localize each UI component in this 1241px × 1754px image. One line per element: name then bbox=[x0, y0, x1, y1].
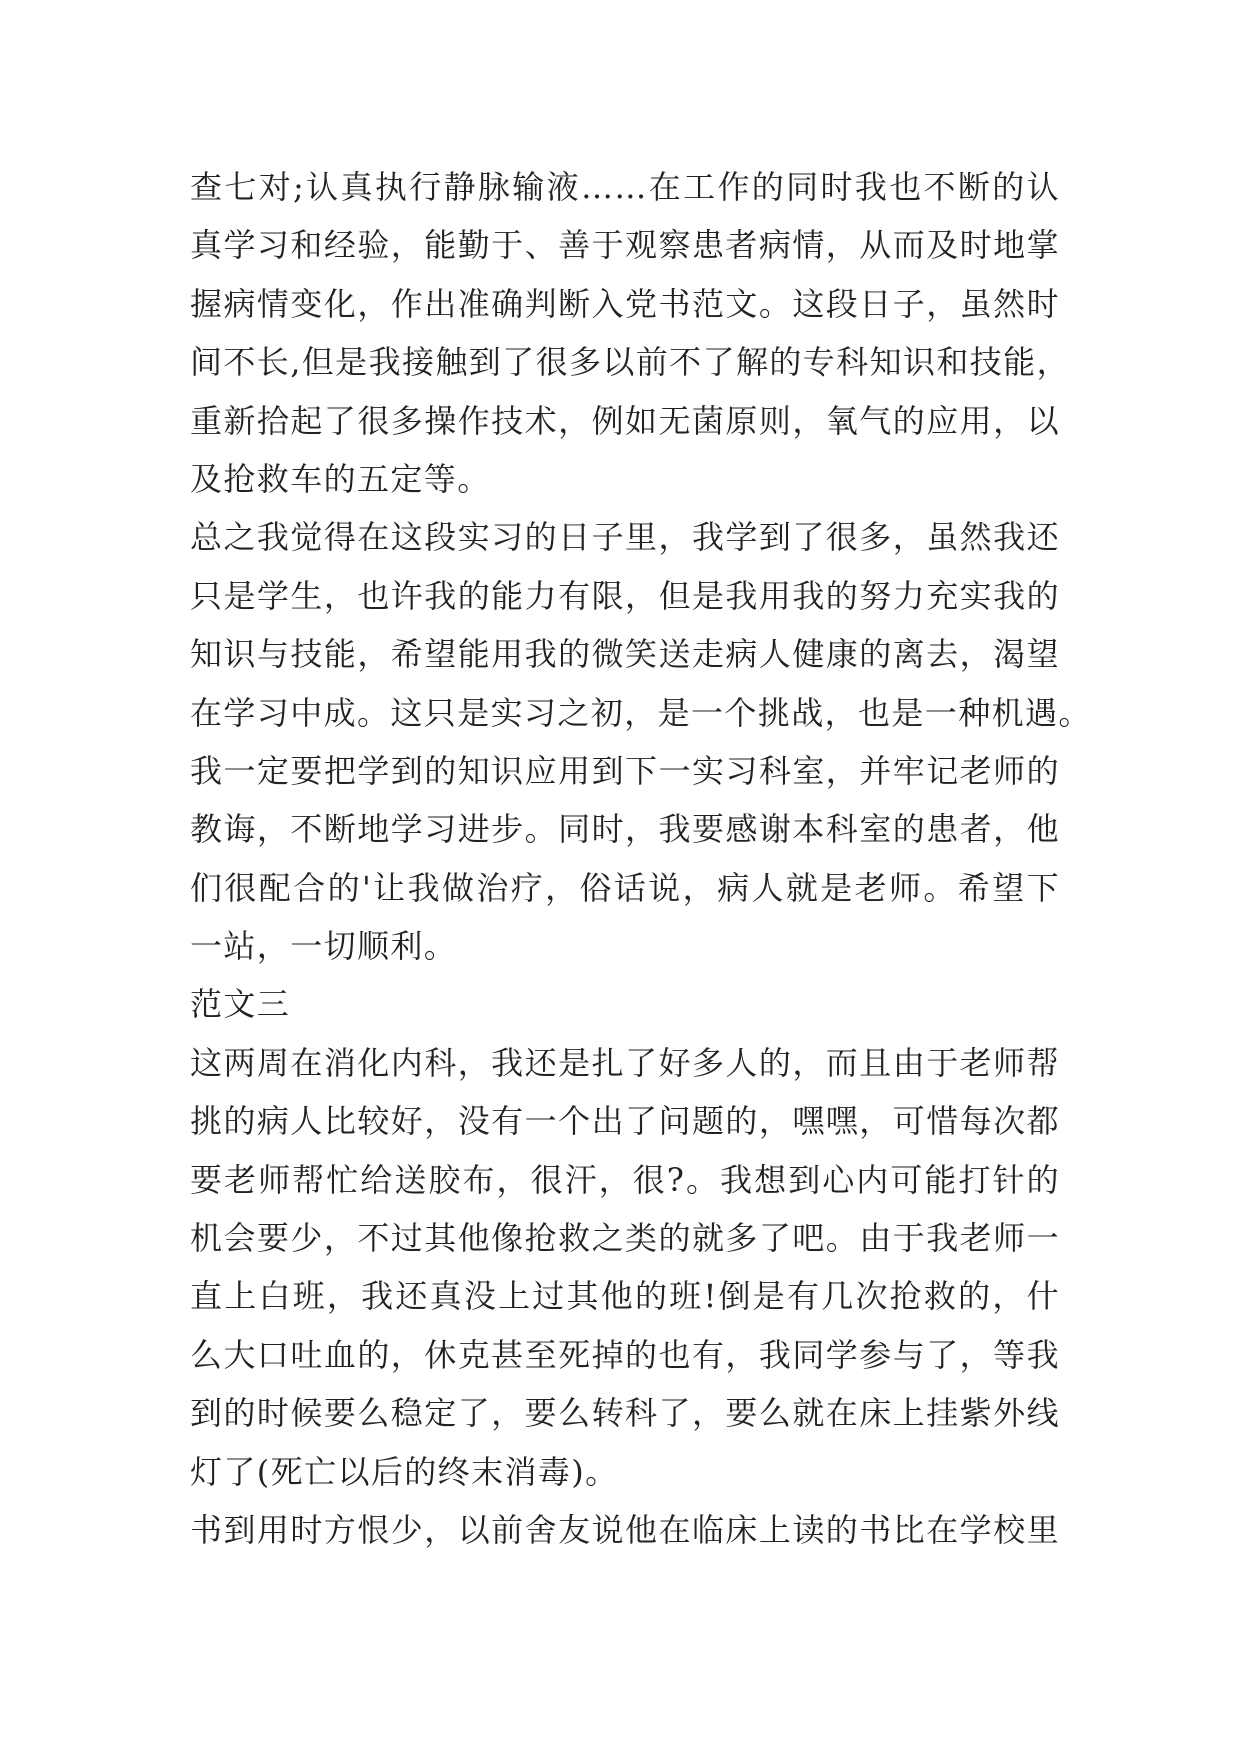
text-line: 直上白班，我还真没上过其他的班!倒是有几次抢救的，什 bbox=[190, 1277, 1060, 1316]
text-line: 教诲，不断地学习进步。同时，我要感谢本科室的患者，他 bbox=[190, 810, 1060, 849]
text-line: 只是学生，也许我的能力有限，但是我用我的努力充实我的 bbox=[190, 576, 1060, 615]
text-line: 及抢救车的五定等。 bbox=[190, 459, 491, 498]
text-line: 挑的病人比较好，没有一个出了问题的，嘿嘿，可惜每次都 bbox=[190, 1102, 1060, 1141]
body-text bbox=[190, 158, 1092, 1559]
text-line: 查七对;认真执行静脉输液……在工作的同时我也不断的认 bbox=[190, 168, 1060, 206]
text-line: 要老师帮忙给送胶布，很汗，很?。我想到心内可能打针的 bbox=[190, 1160, 1060, 1199]
text-line: 们很配合的'让我做治疗，俗话说，病人就是老师。希望下 bbox=[190, 868, 1060, 907]
text-line: 一站，一切顺利。 bbox=[190, 927, 458, 966]
text-line: 间不长,但是我接触到了很多以前不了解的专科知识和技能， bbox=[190, 343, 1070, 382]
text-line: 在学习中成。这只是实习之初，是一个挑战，也是一种机遇。 bbox=[190, 693, 1092, 732]
text-line: 总之我觉得在这段实习的日子里，我学到了很多，虽然我还 bbox=[190, 518, 1060, 557]
text-line: 灯了(死亡以后的终末消毒)。 bbox=[190, 1452, 619, 1491]
text-line: 这两周在消化内科，我还是扎了好多人的，而且由于老师帮 bbox=[190, 1043, 1060, 1082]
text-line: 重新拾起了很多操作技术，例如无菌原则，氧气的应用，以 bbox=[190, 401, 1060, 440]
text-line: 我一定要把学到的知识应用到下一实习科室，并牢记老师的 bbox=[190, 751, 1060, 790]
text-line: 么大口吐血的，休克甚至死掉的也有，我同学参与了，等我 bbox=[190, 1335, 1060, 1374]
text-line: 到的时候要么稳定了，要么转科了，要么就在床上挂紫外线 bbox=[190, 1394, 1060, 1433]
text-line: 知识与技能，希望能用我的微笑送走病人健康的离去，渴望 bbox=[190, 635, 1060, 674]
text-line: 真学习和经验，能勤于、善于观察患者病情，从而及时地掌 bbox=[190, 226, 1060, 265]
text-line: 书到用时方恨少，以前舍友说他在临床上读的书比在学校里 bbox=[190, 1510, 1060, 1549]
text-line: 机会要少，不过其他像抢救之类的就多了吧。由于我老师一 bbox=[190, 1219, 1060, 1258]
text-line: 范文三 bbox=[190, 985, 291, 1024]
text-line: 握病情变化，作出准确判断入党书范文。这段日子，虽然时 bbox=[190, 284, 1060, 323]
